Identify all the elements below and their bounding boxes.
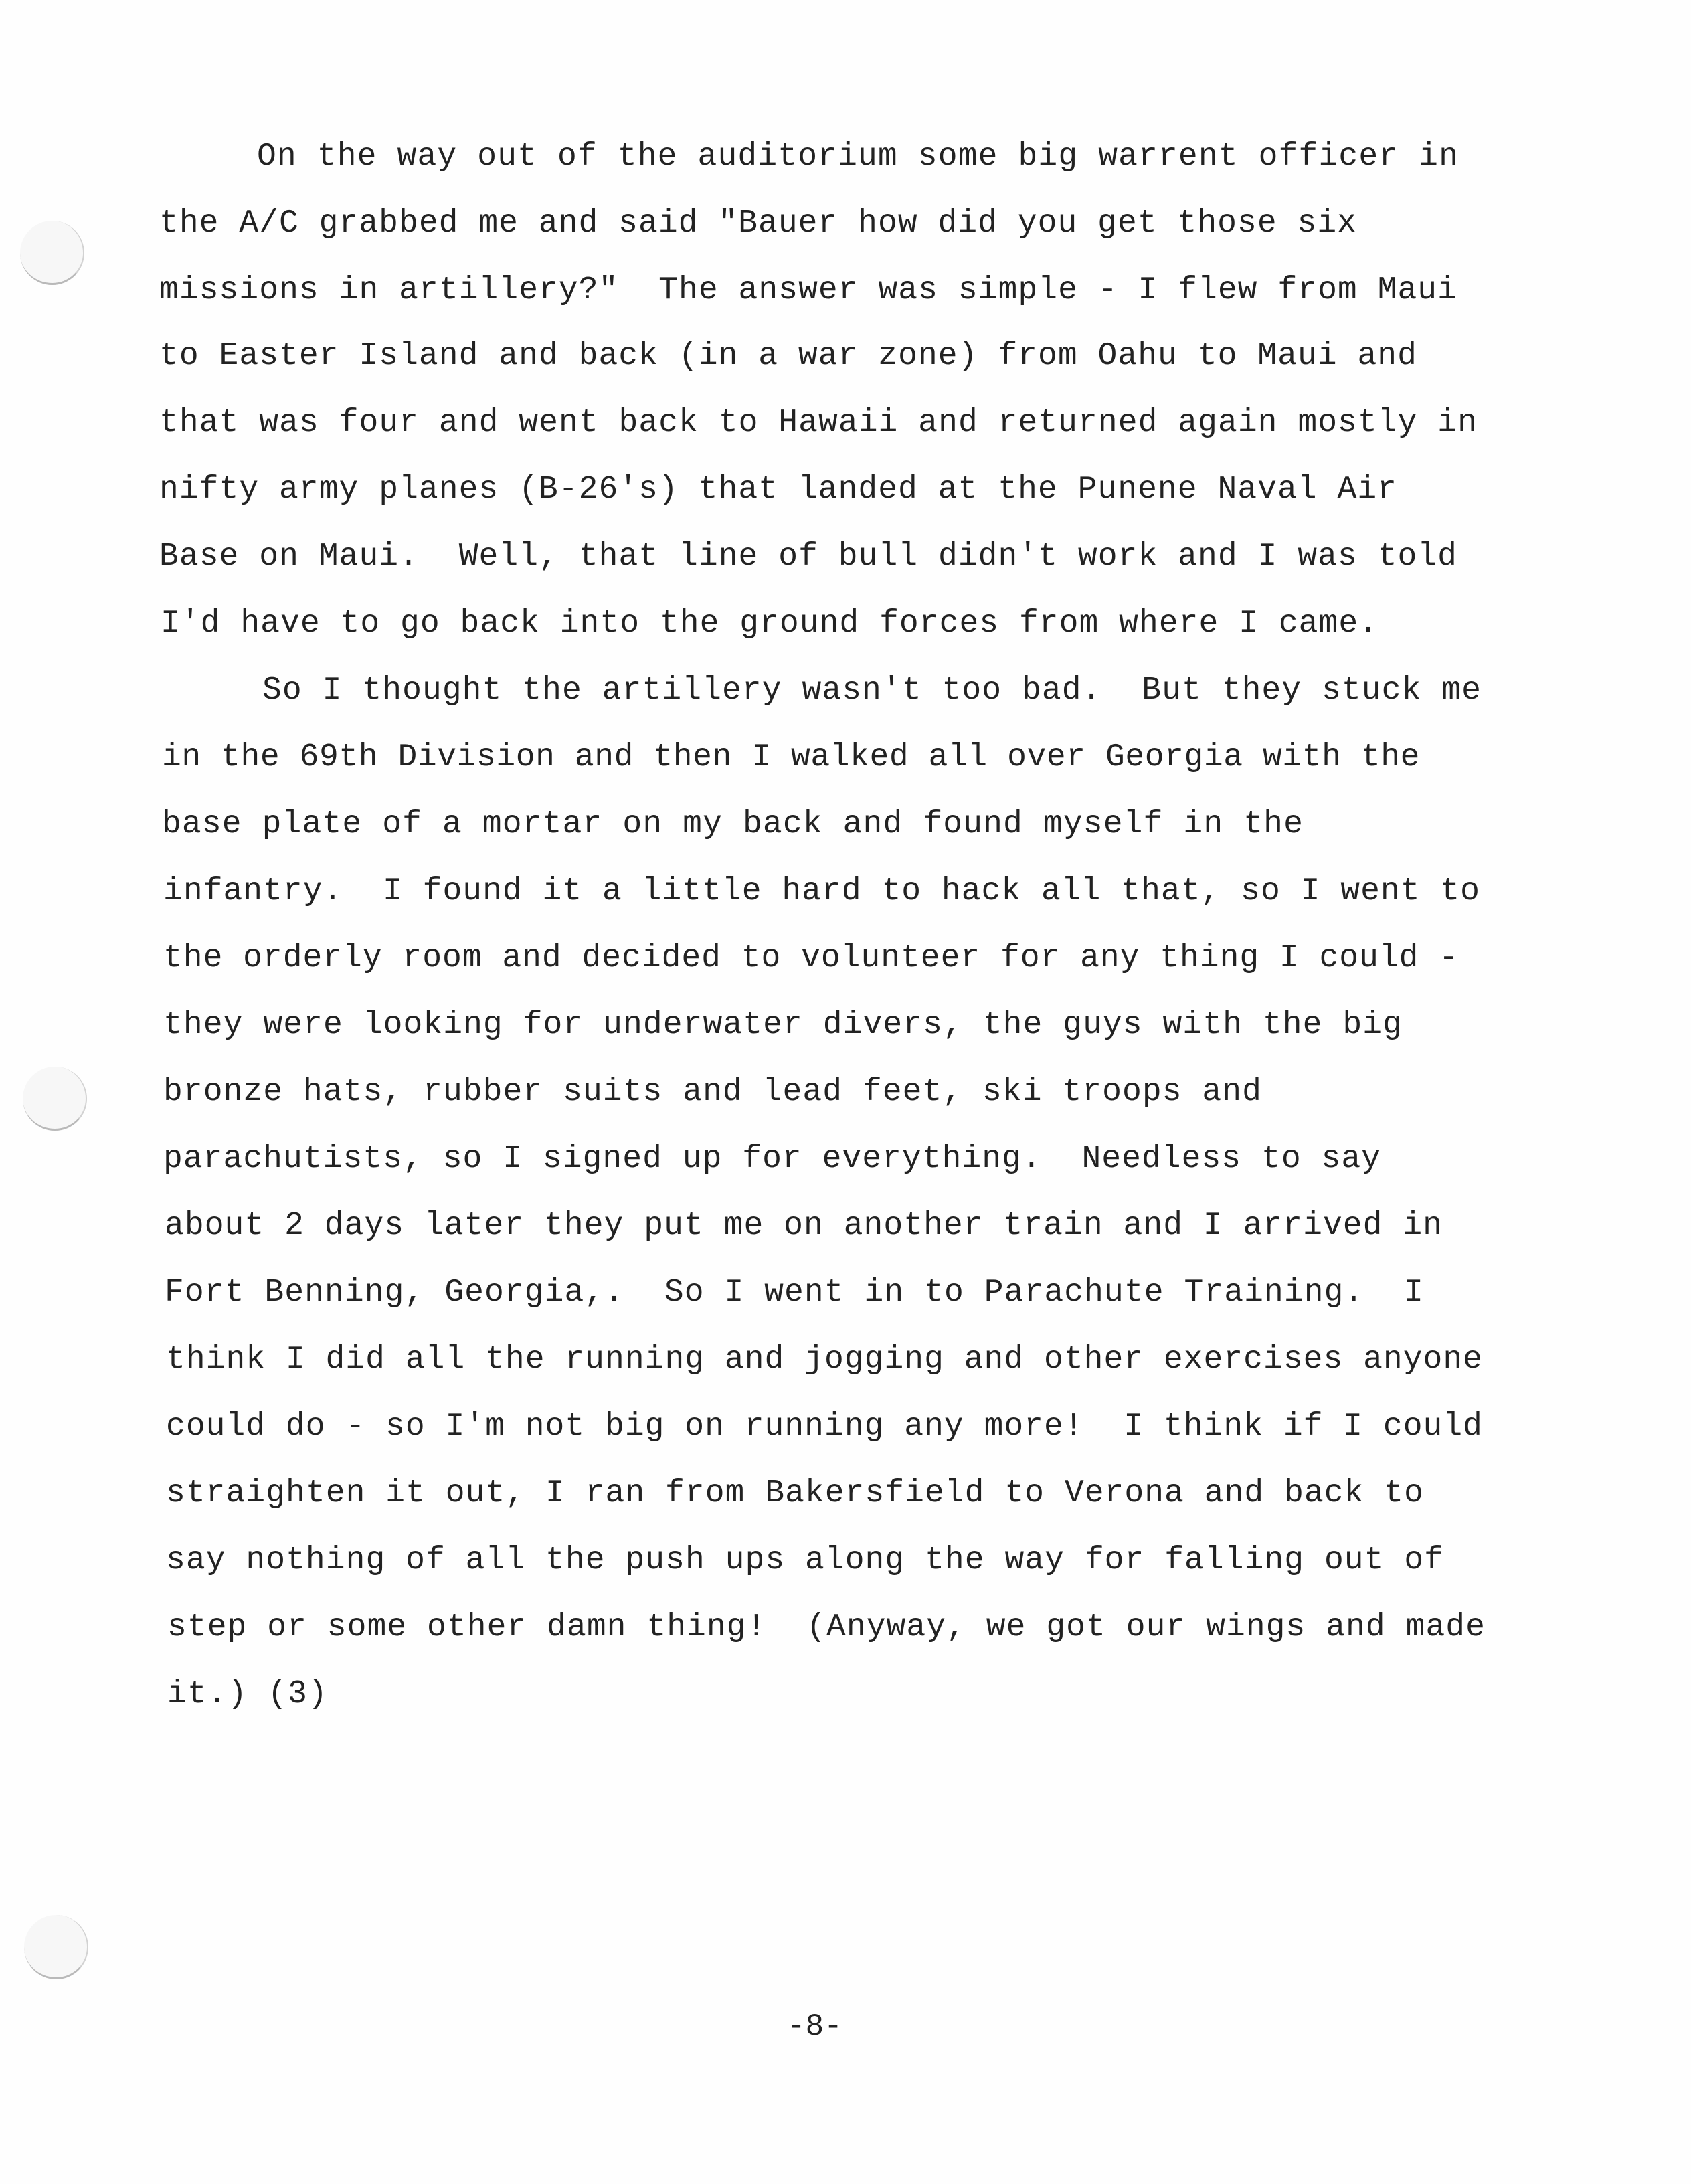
text-line: it.) (3): [167, 1676, 328, 1712]
text-line: they were looking for underwater divers, the guys with the big: [163, 1007, 1403, 1043]
text-line: the A/C grabbed me and said "Bauer how did you get those six: [159, 205, 1357, 242]
text-line: parachutists, so I signed up for everything. Needless to say: [163, 1141, 1381, 1177]
text-line: Base on Maui. Well, that line of bull didn't work and I was told: [159, 539, 1457, 575]
text-line: the orderly room and decided to volunteer for any thing I could -: [163, 940, 1459, 976]
text-line: to Easter Island and back (in a war zone) from Oahu to Maui and: [159, 338, 1417, 374]
text-line: Fort Benning, Georgia,. So I went in to Parachute Training. I: [165, 1275, 1424, 1311]
text-line: So I thought the artillery wasn't too bad. But they stuck me: [262, 672, 1482, 709]
text-line: in the 69th Division and then I walked all over Georgia with the: [162, 739, 1420, 776]
text-line: base plate of a mortar on my back and found myself in the: [162, 806, 1304, 842]
text-line: bronze hats, rubber suits and lead feet, ski troops and: [163, 1074, 1262, 1110]
text-line: think I did all the running and jogging and other exercises anyone: [166, 1342, 1483, 1378]
text-line: step or some other damn thing! (Anyway, we got our wings and made: [167, 1609, 1486, 1645]
binder-hole: [20, 221, 84, 285]
text-line: could do - so I'm not big on running any more! I think if I could: [166, 1408, 1483, 1445]
binder-hole: [24, 1915, 88, 1979]
text-line: say nothing of all the push ups along the way for falling out of: [166, 1542, 1444, 1578]
binder-hole: [23, 1067, 87, 1131]
text-line: that was four and went back to Hawaii and returned again mostly in: [159, 405, 1478, 441]
text-line: On the way out of the auditorium some big warrent officer in: [257, 139, 1459, 175]
text-line: I'd have to go back into the ground forces from where I came.: [161, 606, 1378, 642]
text-line: straighten it out, I ran from Bakersfield to Verona and back to: [166, 1475, 1424, 1512]
text-line: nifty army planes (B-26's) that landed at the Punene Naval Air: [159, 472, 1397, 508]
text-line: infantry. I found it a little hard to hack all that, so I went to: [163, 873, 1480, 909]
page-number: -8-: [787, 2009, 842, 2044]
text-line: missions in artillery?" The answer was simple - I flew from Maui: [159, 272, 1457, 308]
text-line: about 2 days later they put me on another train and I arrived in: [165, 1208, 1443, 1244]
